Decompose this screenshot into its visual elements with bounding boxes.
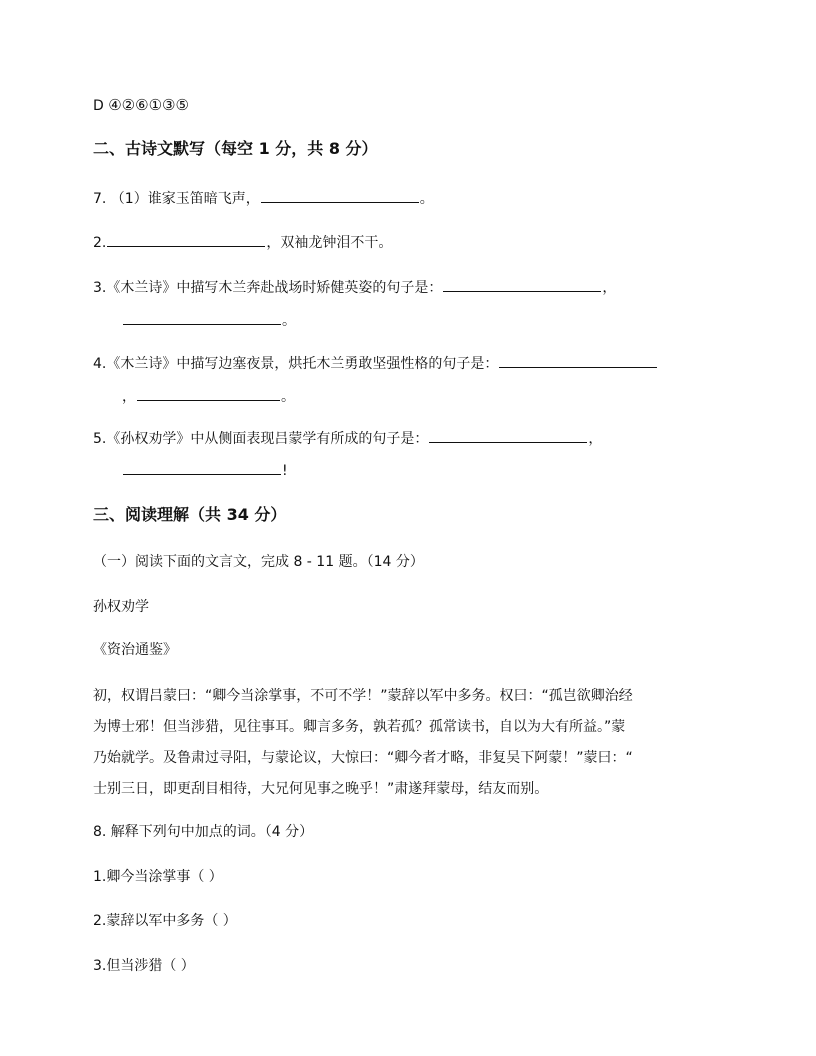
question-7-3-cont (122, 309, 296, 331)
passage-line-4: 士别三日，即更刮目相待，大兄何见事之晚乎！”肃遂拜蒙母，结友而别。 (93, 781, 549, 797)
q7-3-comma: ， (602, 280, 617, 296)
section-heading-reading: 三、阅读理解（共 34 分） (93, 505, 287, 524)
q7-5-comma: ， (588, 431, 603, 447)
q7-3-end: 。 (282, 313, 296, 329)
q7-3-text: 3.《木兰诗》中描写木兰奔赴战场时矫健英姿的句子是： (93, 280, 443, 296)
question-7-4-cont (122, 385, 295, 407)
q7-2-text: ，双袖龙钟泪不干。 (266, 235, 393, 251)
reading-part1-intro: （一）阅读下面的文言文，完成 8 - 11 题。（14 分） (93, 554, 424, 570)
question-7-5 (93, 427, 602, 449)
question-8-item-3: 3.但当涉猎（ ） (93, 958, 195, 974)
answer-blank[interactable] (123, 309, 281, 325)
question-8-item-2: 2.蒙辞以军中多务（ ） (93, 913, 237, 929)
answer-blank[interactable] (429, 427, 587, 443)
q7-1-end: 。 (419, 191, 434, 207)
q7-2-num: 2. (93, 235, 107, 251)
question-8-prompt: 8. 解释下列句中加点的词。（4 分） (93, 824, 314, 840)
passage-title: 孙权劝学 (93, 599, 149, 615)
answer-blank[interactable] (499, 352, 657, 368)
passage-line-3: 乃始就学。及鲁肃过寻阳，与蒙论议，大惊曰：“卿今者才略，非复吴下阿蒙！”蒙曰：“ (93, 750, 633, 766)
option-letter: D (93, 98, 104, 114)
question-7-4 (93, 352, 658, 374)
option-sequence: ④②⑥①③⑤ (108, 96, 189, 114)
question-8-item-1: 1.卿今当涂掌事（ ） (93, 869, 223, 885)
passage-line-1: 初，权谓吕蒙曰：“卿今当涂掌事，不可不学！”蒙辞以军中多务。权曰：“孤岂欲卿治经 (93, 688, 633, 704)
q7-5-end: ! (282, 463, 288, 479)
answer-blank[interactable] (137, 385, 280, 401)
passage-line-2: 为博士邪！但当涉猎，见往事耳。卿言多务，孰若孤？孤常读书，自以为大有所益。”蒙 (93, 719, 626, 735)
answer-blank[interactable] (261, 187, 419, 203)
answer-blank[interactable] (107, 231, 265, 247)
answer-blank[interactable] (443, 276, 601, 292)
q7-4-text: 4.《木兰诗》中描写边塞夜景，烘托木兰勇敢坚强性格的句子是： (93, 356, 499, 372)
answer-blank[interactable] (123, 459, 281, 475)
section-heading-poetry: 二、古诗文默写（每空 1 分，共 8 分） (93, 139, 378, 158)
question-7-1 (93, 187, 434, 209)
question-7-5-cont (122, 459, 288, 481)
question-7-2 (93, 231, 392, 253)
q7-5-text: 5.《孙权劝学》中从侧面表现吕蒙学有所成的句子是： (93, 431, 429, 447)
question-7-3 (93, 276, 616, 298)
q7-4-end: 。 (281, 389, 295, 405)
option-d-line (93, 95, 189, 116)
q7-1-text: 7. （1）谁家玉笛暗飞声， (93, 191, 260, 207)
q7-4-comma: ， (122, 389, 136, 405)
passage-source: 《资治通鉴》 (93, 642, 177, 658)
